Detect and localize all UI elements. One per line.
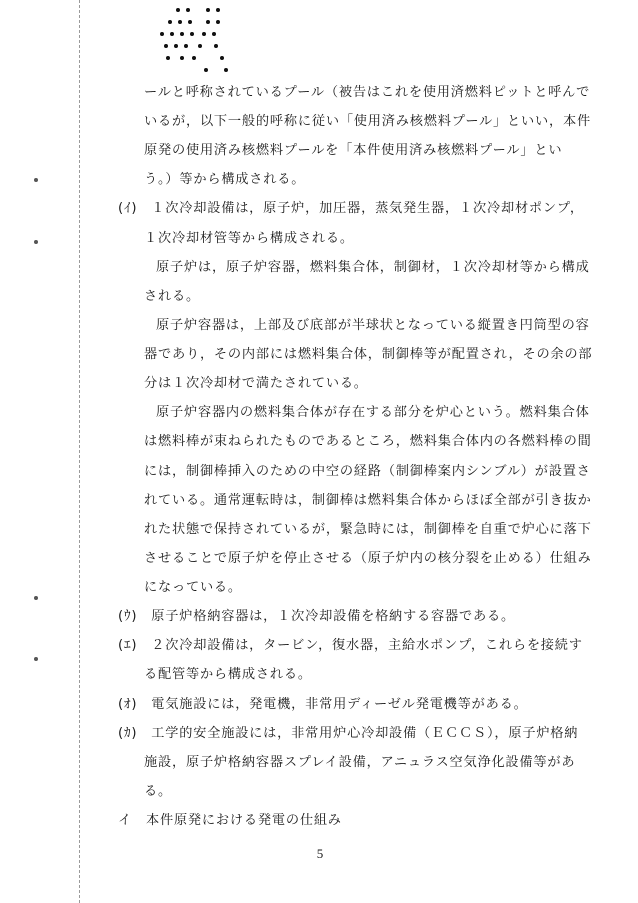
- page-number: 5: [316, 846, 324, 861]
- text-line: れた状態で保持されているが，緊急時には，制御棒を自重で炉心に落下: [144, 522, 592, 537]
- text-line: う。）等から構成される。: [144, 172, 306, 187]
- text-line: になっている。: [144, 580, 242, 595]
- binding-margin-line: [79, 0, 80, 903]
- text-line: 分は１次冷却材で満たされている。: [144, 376, 368, 391]
- text-line: イ 本件原発における発電の仕組み: [118, 813, 342, 828]
- text-line: には，制御棒挿入のための中空の経路（制御棒案内シンブル）が設置さ: [144, 464, 591, 479]
- braille-dot-mark: [158, 6, 238, 76]
- text-line: (ｴ) ２次冷却設備は，タービン，復水器，主給水ポンプ，これらを接続す: [118, 638, 583, 653]
- text-line: 原子炉容器内の燃料集合体が存在する部分を炉心という。燃料集合体: [156, 405, 590, 420]
- text-line: (ｶ) 工学的安全施設には，非常用炉心冷却設備（ＥＣＣＳ），原子炉格納: [118, 726, 579, 741]
- text-line: １次冷却材管等から構成される。: [144, 231, 354, 246]
- text-line: 原発の使用済み核燃料プールを「本件使用済み核燃料プール」とい: [144, 143, 563, 158]
- text-line: (ｳ) 原子炉格納容器は，１次冷却設備を格納する容器である。: [118, 609, 515, 624]
- text-line: 施設，原子炉格納容器スプレイ設備，アニュラス空気浄化設備等があ: [144, 755, 576, 770]
- text-line: させることで原子炉を停止させる（原子炉内の核分裂を止める）仕組み: [144, 551, 592, 566]
- text-line: される。: [144, 289, 200, 304]
- punch-mark: [34, 178, 38, 182]
- text-line: 原子炉は，原子炉容器，燃料集合体，制御材，１次冷却材等から構成: [156, 260, 590, 275]
- punch-mark: [34, 657, 38, 661]
- text-line: 器であり，その内部には燃料集合体，制御棒等が配置され，その余の部: [144, 347, 593, 362]
- text-line: れている。通常運転時は，制御棒は燃料集合体からほぼ全部が引き抜か: [144, 493, 592, 508]
- punch-mark: [34, 596, 38, 600]
- text-line: る配管等から構成される。: [144, 667, 312, 682]
- text-line: る。: [144, 784, 172, 799]
- text-line: ールと呼称されているプール（被告はこれを使用済燃料ピットと呼んで: [144, 85, 591, 100]
- text-line: 原子炉容器は，上部及び底部が半球状となっている縦置き円筒型の容: [156, 318, 590, 333]
- text-line: いるが，以下一般的呼称に従い「使用済み核燃料プール」といい，本件: [144, 114, 591, 129]
- text-line: (ｲ) １次冷却設備は，原子炉，加圧器，蒸気発生器，１次冷却材ポンプ，: [118, 201, 584, 216]
- punch-mark: [34, 240, 38, 244]
- text-line: は燃料棒が束ねられたものであるところ，燃料集合体内の各燃料棒の間: [144, 434, 592, 449]
- text-line: (ｵ) 電気施設には，発電機，非常用ディーゼル発電機等がある。: [118, 697, 528, 712]
